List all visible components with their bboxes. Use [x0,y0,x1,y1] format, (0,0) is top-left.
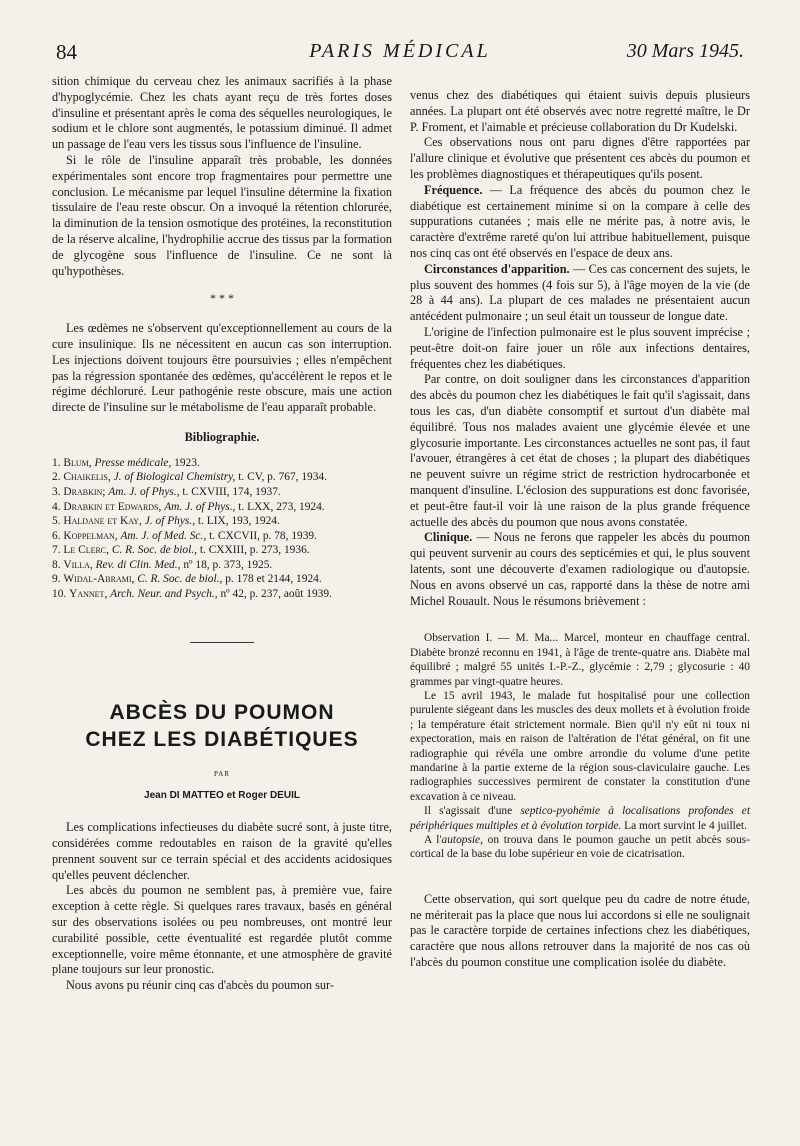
paragraph: venus chez des diabétiques qui étaient suivis depuis plusieurs années. La plupart ont été observés avec notre regretté maître, le Dr P. Froment, et l'aimable et précieuse collaboration du Dr Kudelski. [410,88,750,134]
bibliography-item: 6. Koppelman, Am. J. of Med. Sc., t. CXCVII, p. 78, 1939. [52,529,317,542]
bibliography-item: 10. Yannet, Arch. Neur. and Psych., nº 42, p. 237, août 1939. [52,588,332,601]
issue-date: 30 Mars 1945. [626,40,744,62]
section-heading: Clinique. [424,530,473,545]
paragraph: Les complications infectieuses du diabète sucré sont, à juste titre, considérées comme redoutables en raison de la gravité qu'elles prennent souvent sur ce terrain spécial et des accidents acidosiques qu'elles peuvent déclencher. [52,820,392,882]
bibliography-item: 4. Drabkin et Edwards, Am. J. of Phys., t. LXX, 273, 1924. [52,500,325,513]
paragraph: Les abcès du poumon ne semblent pas, à première vue, faire exception à cette règle. Si quelques rares travaux, basés en général sur des observations isolées ou peu nombreuses, ont montré leur curabilité possible, cette éventualité est regardée plutôt comme exceptionnelle, voire même étonnante, et une atmosphère de gravité plane toujours sur leur pronostic. [52,883,392,977]
bibliography-list [52,456,392,602]
observation-paragraph: A l'autopsie, on trouva dans le poumon gauche un petit abcès sous-cortical de la base du lobe supérieur en voie de cicatrisation. [410,833,750,861]
right-column [410,88,750,971]
section-heading: Fréquence. [424,182,483,197]
paragraph: Ces observations nous ont paru dignes d'être rapportées par l'allure clinique et évolutive que présentent ces abcès du poumon et les problèmes diagnostiques et thérapeutiques qu'ils posent. [410,135,750,181]
left-column [52,74,392,994]
bibliography-item: 9. Widal-Abrami, C. R. Soc. de biol., p. 178 et 2144, 1924. [52,573,322,586]
article-title: ABCÈS DU POUMON CHEZ LES DIABÉTIQUES [85,700,359,751]
paragraph: Les œdèmes ne s'observent qu'exceptionnellement au cours de la cure insulinique. Ils ne nécessitent en aucun cas son interruption. Les injections doivent toujours être poursuivies ; elles n'empêchent pas la régression spontanée des œdèmes, qu'accélèrent le repos et le régime déchloruré. Leur pathogénie reste obscure, mais une action directe de l'insuline sur le métabolisme de l'eau apparaît probable. [52,321,392,415]
bibliography-item: 2. Chaikelis, J. of Biological Chemistry, t. CV, p. 767, 1934. [52,471,327,484]
paragraph: Cette observation, qui sort quelque peu du cadre de notre étude, ne mériterait pas la place que nous lui accordons si elle ne soulignait pas le caractère torpide de certaines infections chez les diabétiques, caractère que nous allons retrouver dans la majorité de nos cas où l'abcès du poumon constitue une complication isolée du diabète. [410,891,750,969]
section-heading: Circonstances d'apparition. [424,261,570,276]
section-separator: * * * [210,291,234,306]
bibliography-item: 7. Le Clerc, C. R. Soc. de biol., t. CXXIII, p. 273, 1936. [52,544,310,557]
paragraph: sition chimique du cerveau chez les animaux sacrifiés à la phase d'hypoglycémie. Chez les chats ayant reçu de très fortes doses d'insuline et présentant après le coma des séquelles neurologiques, le sodium et le chlore sont augmentés, le potassium diminué. Il admet un passage de l'eau vers les tissus sous l'influence de l'insuline. [52,74,392,152]
bibliography-item: 3. Drabkin; Am. J. of Phys., t. CXVIII, 174, 1937. [52,485,281,498]
page-number: 84 [56,40,77,64]
paragraph-frequence: Fréquence. — La fréquence des abcès du poumon chez le diabétique est certainement minime si on la compare à celle des suppurations cutanées ; mais elle ne mérite pas, à notre avis, le caractère d'extrême rareté qu'on lui attribue habituellement, puisque nos cinq cas ont été observés en l'espace de deux ans. [410,182,750,260]
bibliography-item: 8. Villa, Rev. di Clin. Med., nº 18, p. 373, 1925. [52,558,273,571]
bibliography-item: 5. Haldane et Kay, J. of Phys., t. LIX, 193, 1924. [52,515,280,528]
bibliography-title: Bibliographie. [184,429,260,444]
bibliography-item: 1. Blum, Presse médicale, 1923. [52,456,200,469]
observation-block [410,631,750,862]
paragraph: L'origine de l'infection pulmonaire est le plus souvent imprécise ; peut-être doit-on faire jouer un rôle aux infections dentaires, fréquentes chez les diabétiques. [410,324,750,371]
article-authors: Jean DI MATTEO et Roger DEUIL [144,790,300,802]
observation-paragraph: Il s'agissait d'une septico-pyohémie à localisations profondes et périphériques multiples et à évolution torpide. La mort survint le 4 juillet. [410,805,750,832]
page-header [56,40,744,72]
paragraph-circonstances: Circonstances d'apparition. — Ces cas concernent des sujets, le plus souvent des hommes (4 fois sur 5), à l'âge moyen de la vie (de 28 à 44 ans). La plupart de ces malades ne présentaient aucun antécédent pulmonaire ; un seul était un tousseur de longue date. [410,261,750,324]
paragraph: Par contre, on doit souligner dans les circonstances d'apparition des abcès du poumon chez les diabétiques le fait qu'il s'agissait, dans tous les cas, d'un diabète consomptif et surtout d'un diabète mal équilibré. Tous nos malades avaient une glycémie élevée et une glycosurie importante. Les circonstances actuelles ne sont pas, il faut l'avouer, étrangères à cet état de choses ; la plupart des diabétiques ne peuvent suivre un régime strict de restriction hydrocarbonée et manquent d'insuline. L'éclosion des suppurations est donc favorisée, et peut-être faut-il voir là une raison de la plus grande fréquence actuelle des abcès du poumon que nous avons constatée. [410,372,750,529]
paragraph: Nous avons pu réunir cinq cas d'abcès du poumon sur- [66,978,335,993]
observation-paragraph: Observation I. — M. Ma... Marcel, monteur en chauffage central. Diabète bronzé reconnu en 1941, à l'âge de trente-quatre ans. Diabète mal équilibré ; malgré 55 unités I.-P.-Z., glycémie : 2,79 ; glycosurie : 40 grammes par vingt-quatre heures. [410,632,750,688]
observation-paragraph: Le 15 avril 1943, le malade fut hospitalisé pour une collection purulente siégeant dans les muscles des deux mollets et à évolution froide ; la température était strictement normale. Bien qu'il n'y eût ni toux ni expectoration, mais en raison de l'altération de l'état général, on fit une radiographie qui révéla une ombre arrondie du volume d'une petite mandarine à la partie externe de la région sous-claviculaire gauche. Les radiographies successives permirent de constater la constitution d'une excavation à ce niveau. [410,689,750,803]
horizontal-rule [190,642,254,643]
paragraph: Si le rôle de l'insuline apparaît très probable, les données expérimentales sont encore trop fragmentaires pour permettre une conclusion. Le mécanisme par lequel l'insuline détermine la fixation tissulaire de l'eau reste obscur. On a invoqué la rétention chlorurée, la diminution de la tension osmotique des protéines, la reconstitution de la réserve alcaline, l'hydrophilie accrue des tissus par la formation de glycogène sous l'influence de l'insuline. Ce ne sont là qu'hypothèses. [52,152,392,278]
paragraph-clinique: Clinique. — Nous ne ferons que rappeler les abcès du poumon qui peuvent survenir au cours des septicémies et qui, le plus souvent latents, sont une découverte d'examen radiologique ou d'autopsie. Nous en avons observé un cas, rapporté dans la thèse de notre ami Michel Rouault. Nous le résumons brièvement : [410,530,750,608]
journal-title: PARIS MÉDICAL [309,40,491,62]
byline-par: PAR [214,769,230,778]
